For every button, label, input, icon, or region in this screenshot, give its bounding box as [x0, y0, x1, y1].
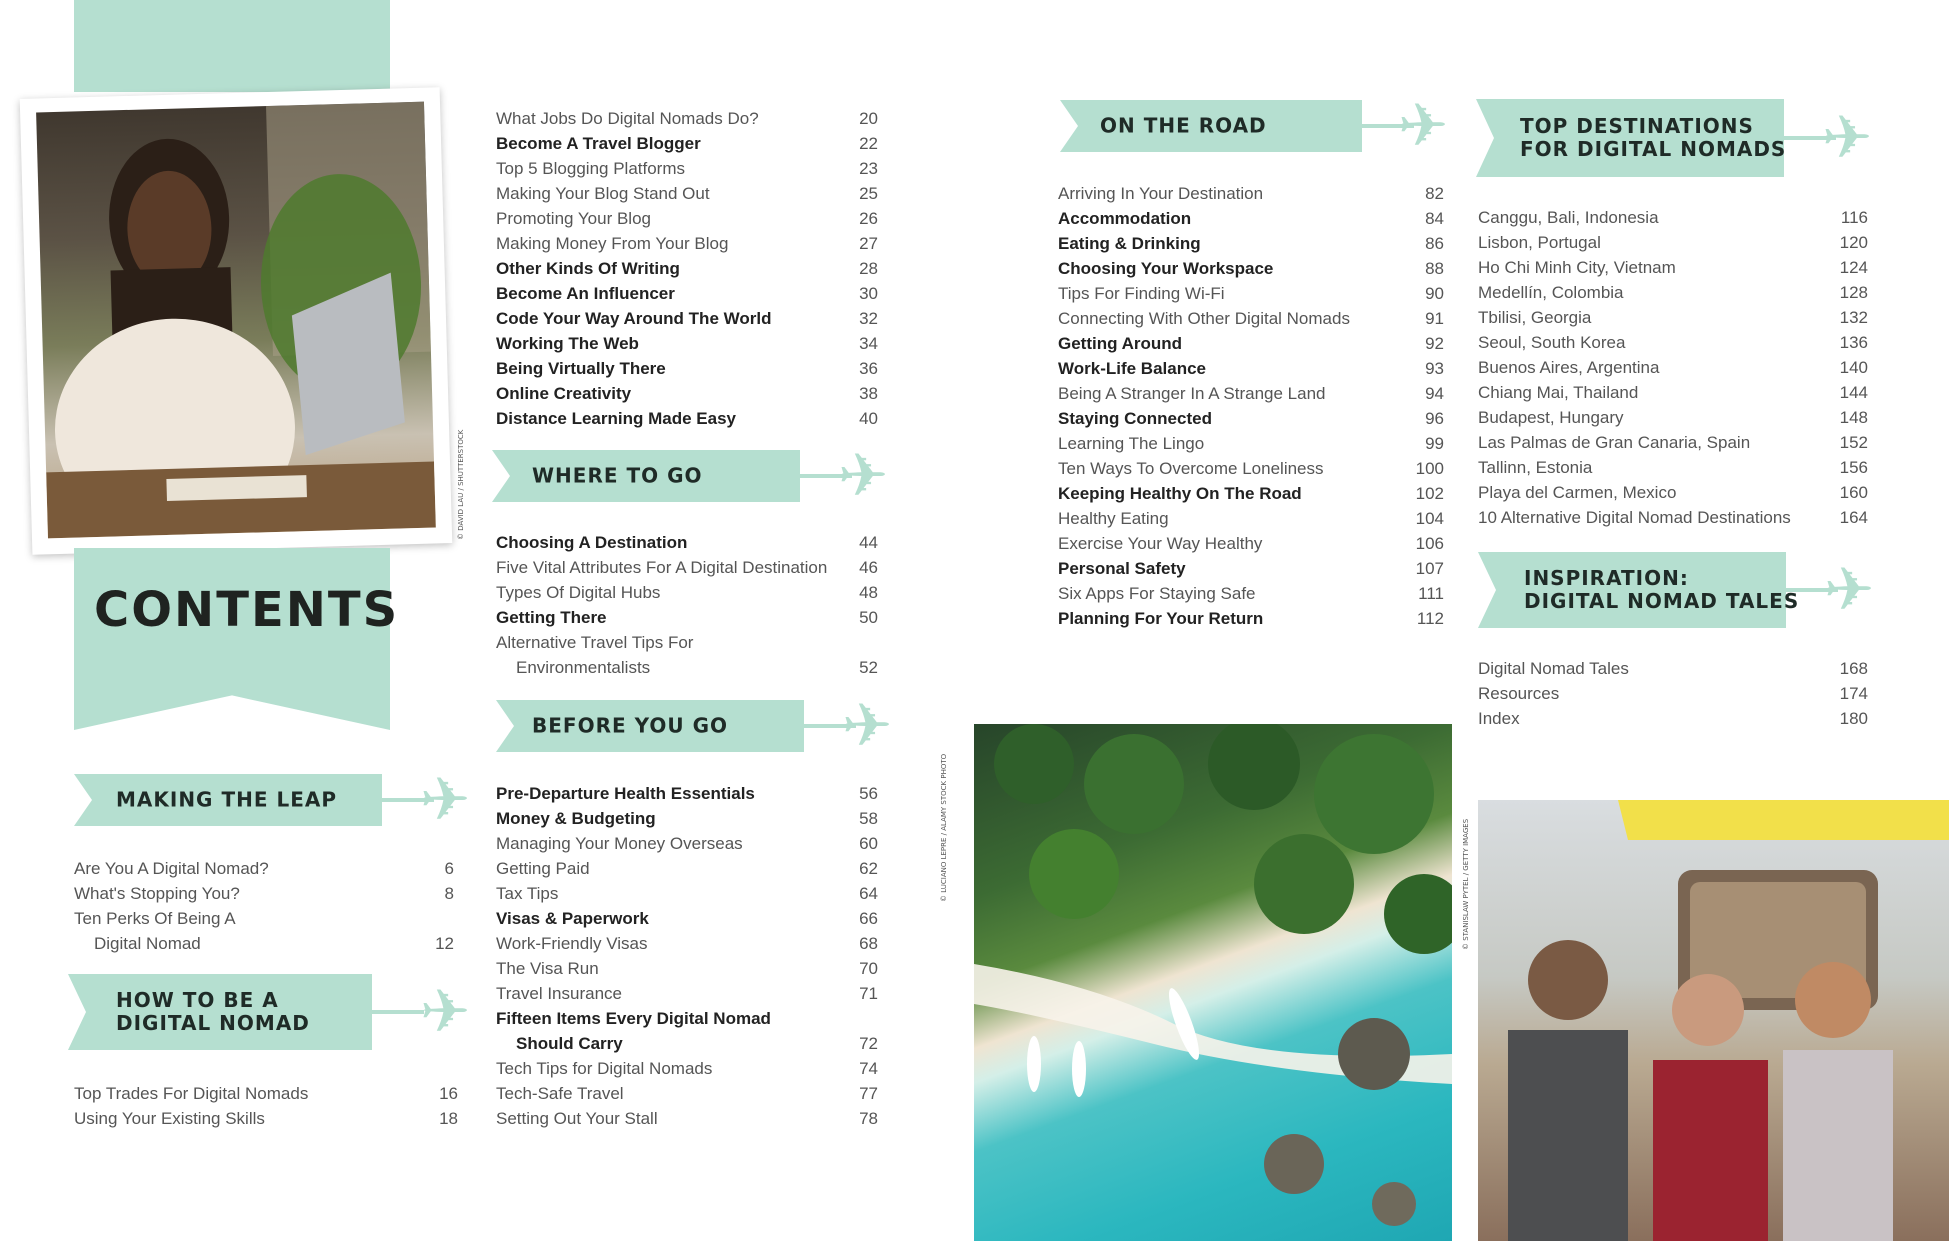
toc-entry-page: 68: [859, 934, 878, 953]
beach-aerial-photo: [974, 724, 1452, 1241]
toc-entry-page: 82: [1425, 184, 1444, 203]
toc-entry[interactable]: [1058, 331, 1444, 356]
toc-entry-page: 88: [1425, 259, 1444, 278]
toc-entry-page: 34: [859, 334, 878, 353]
airplane-icon: ✈: [420, 978, 471, 1045]
toc-list-how-to-be-continued: [496, 106, 878, 431]
toc-entry-page: 91: [1425, 309, 1444, 328]
toc-entry-label: Should Carry: [516, 1034, 623, 1053]
toc-entry[interactable]: [1478, 280, 1868, 305]
toc-entry-label: Become An Influencer: [496, 284, 675, 303]
toc-entry[interactable]: [1058, 556, 1444, 581]
toc-entry-label: Making Money From Your Blog: [496, 234, 729, 253]
toc-entry[interactable]: [496, 156, 878, 181]
toc-entry[interactable]: [74, 1106, 458, 1131]
contents-flag: [74, 548, 390, 730]
toc-entry-page: 112: [1416, 609, 1444, 628]
toc-entry-page: 25: [859, 184, 878, 203]
toc-entry-label: Being Virtually There: [496, 359, 666, 378]
toc-entry[interactable]: [496, 856, 878, 881]
toc-entry-label: Five Vital Attributes For A Digital Destination: [496, 558, 828, 577]
toc-entry[interactable]: [496, 906, 878, 931]
toc-entry-label: Visas & Paperwork: [496, 909, 649, 928]
toc-entry-label: Ten Perks Of Being A: [74, 909, 236, 928]
toc-entry-label: Top 5 Blogging Platforms: [496, 159, 685, 178]
toc-entry-label: Other Kinds Of Writing: [496, 259, 680, 278]
toc-entry-label: Promoting Your Blog: [496, 209, 651, 228]
toc-entry-label: Being A Stranger In A Strange Land: [1058, 384, 1326, 403]
toc-entry-page: 20: [859, 109, 878, 128]
airplane-icon: ✈: [1398, 92, 1449, 159]
toc-entry[interactable]: [496, 331, 878, 356]
toc-entry-label: Money & Budgeting: [496, 809, 656, 828]
toc-entry-label: Setting Out Your Stall: [496, 1109, 658, 1128]
toc-entry-page: 12: [435, 934, 454, 953]
toc-entry-label: Work-Life Balance: [1058, 359, 1207, 378]
toc-entry-label: Personal Safety: [1058, 559, 1186, 578]
toc-entry-label: Become A Travel Blogger: [496, 134, 701, 153]
toc-entry[interactable]: [496, 605, 878, 630]
toc-entry[interactable]: [496, 806, 878, 831]
toc-entry-label: Pre-Departure Health Essentials: [496, 784, 755, 803]
toc-entry-page: 107: [1415, 559, 1444, 578]
toc-entry[interactable]: [496, 306, 878, 331]
toc-entry-label: Lisbon, Portugal: [1478, 233, 1601, 252]
toc-entry-page: 78: [859, 1109, 878, 1128]
section-banner-top-destinations: [1476, 99, 1886, 177]
toc-entry-page: 38: [859, 384, 878, 403]
toc-entry[interactable]: [1058, 256, 1444, 281]
toc-entry-page: 56: [859, 784, 878, 803]
toc-entry-page: 116: [1840, 208, 1868, 227]
section-title: HOW TO BE A DIGITAL NOMAD: [116, 988, 310, 1035]
toc-entry-label: Tbilisi, Georgia: [1478, 308, 1592, 327]
toc-entry[interactable]: [496, 381, 878, 406]
toc-entry-label: Ho Chi Minh City, Vietnam: [1478, 258, 1676, 277]
toc-entry[interactable]: [496, 931, 878, 956]
toc-entry-page: 92: [1425, 334, 1444, 353]
toc-entry-page: 36: [859, 359, 878, 378]
toc-entry[interactable]: [496, 981, 878, 1006]
toc-entry-label: Chiang Mai, Thailand: [1478, 383, 1639, 402]
toc-entry-page: 18: [439, 1109, 458, 1128]
toc-entry-page: 102: [1415, 484, 1444, 503]
toc-entry-label: Las Palmas de Gran Canaria, Spain: [1478, 433, 1751, 452]
toc-entry-page: 66: [859, 909, 878, 928]
toc-entry[interactable]: [496, 281, 878, 306]
toc-entry-label: Budapest, Hungary: [1478, 408, 1624, 427]
toc-entry-page: 27: [859, 234, 878, 253]
toc-entry-label: What Jobs Do Digital Nomads Do?: [496, 109, 759, 128]
toc-entry[interactable]: [1478, 380, 1868, 405]
toc-entry-page: 156: [1839, 458, 1868, 477]
toc-entry-label: Working The Web: [496, 334, 639, 353]
woman-laptop-photo: [36, 102, 436, 539]
toc-entry[interactable]: [74, 881, 454, 906]
toc-entry[interactable]: [1058, 281, 1444, 306]
toc-entry[interactable]: [496, 555, 878, 580]
toc-entry-label: Eating & Drinking: [1058, 234, 1201, 253]
toc-entry-label: Choosing A Destination: [496, 533, 688, 552]
toc-entry-page: 164: [1839, 508, 1868, 527]
page-title: CONTENTS: [94, 582, 400, 638]
toc-entry-label: Travel Insurance: [496, 984, 622, 1003]
toc-entry-page: 104: [1415, 509, 1444, 528]
toc-entry-page: 174: [1839, 684, 1868, 703]
toc-entry[interactable]: [1478, 305, 1868, 330]
toc-entry-page: 71: [859, 984, 878, 1003]
toc-entry-label: Seoul, South Korea: [1478, 333, 1626, 352]
toc-entry[interactable]: [1058, 181, 1444, 206]
toc-entry[interactable]: [1058, 531, 1444, 556]
toc-entry[interactable]: [1058, 481, 1444, 506]
section-banner-inspiration: [1478, 552, 1888, 628]
toc-entry-page: 40: [859, 409, 878, 428]
toc-entry[interactable]: [496, 530, 878, 555]
toc-entry-page: 6: [444, 859, 454, 878]
toc-entry-label: Tips For Finding Wi-Fi: [1058, 284, 1225, 303]
toc-entry-page: 144: [1839, 383, 1868, 402]
toc-entry-page: 64: [859, 884, 878, 903]
toc-entry[interactable]: [1058, 306, 1444, 331]
toc-entry[interactable]: [74, 856, 454, 881]
toc-entry-page: 128: [1839, 283, 1868, 302]
toc-entry-page: 124: [1839, 258, 1868, 277]
toc-entry[interactable]: [496, 231, 878, 256]
toc-entry[interactable]: [496, 106, 878, 131]
toc-entry-page: 70: [859, 959, 878, 978]
airplane-icon: ✈: [1824, 556, 1875, 623]
airplane-icon: ✈: [1822, 104, 1873, 171]
toc-entry-label: Ten Ways To Overcome Loneliness: [1058, 459, 1324, 478]
toc-entry-label: Planning For Your Return: [1058, 609, 1264, 628]
toc-entry-label: Medellín, Colombia: [1478, 283, 1624, 302]
toc-entry[interactable]: [1058, 606, 1444, 631]
toc-entry-label: Using Your Existing Skills: [74, 1109, 265, 1128]
toc-entry-label: Digital Nomad Tales: [1478, 659, 1629, 678]
toc-entry-label: Digital Nomad: [94, 934, 201, 953]
toc-entry-label: Alternative Travel Tips For: [496, 633, 694, 652]
toc-entry-page: 136: [1839, 333, 1868, 352]
toc-entry[interactable]: [1478, 230, 1868, 255]
section-banner-before-you-go: [496, 692, 906, 759]
toc-entry-label: Staying Connected: [1058, 409, 1212, 428]
toc-entry[interactable]: [1058, 581, 1444, 606]
toc-entry-page: 8: [444, 884, 454, 903]
toc-entry-page: 132: [1839, 308, 1868, 327]
toc-entry[interactable]: [496, 881, 878, 906]
toc-entry[interactable]: [1478, 681, 1868, 706]
toc-entry[interactable]: [1478, 330, 1868, 355]
toc-entry-page: 30: [859, 284, 878, 303]
toc-entry-label: Tech-Safe Travel: [496, 1084, 624, 1103]
toc-list-before-you-go: [496, 781, 878, 1131]
toc-entry-label: The Visa Run: [496, 959, 599, 978]
toc-entry-label: Tax Tips: [496, 884, 559, 903]
toc-entry-page: 93: [1425, 359, 1444, 378]
toc-entry[interactable]: [1478, 405, 1868, 430]
section-banner-where-to-go: [492, 442, 902, 509]
toc-entry-label: Exercise Your Way Healthy: [1058, 534, 1263, 553]
toc-entry[interactable]: [1478, 505, 1868, 530]
toc-entry[interactable]: [74, 906, 454, 931]
toc-entry[interactable]: [496, 580, 878, 605]
toc-entry-page: 140: [1839, 358, 1868, 377]
airplane-icon: ✈: [842, 692, 893, 759]
toc-entry-page: 23: [859, 159, 878, 178]
toc-entry-page: 86: [1425, 234, 1444, 253]
toc-entry[interactable]: [496, 1106, 878, 1131]
toc-entry-page: 60: [859, 834, 878, 853]
toc-entry-label: What's Stopping You?: [74, 884, 240, 903]
toc-entry-label: Managing Your Money Overseas: [496, 834, 743, 853]
toc-entry[interactable]: [1478, 706, 1868, 731]
toc-entry[interactable]: [1058, 231, 1444, 256]
toc-entry[interactable]: [496, 781, 878, 806]
toc-entry-label: Getting Paid: [496, 859, 590, 878]
toc-entry[interactable]: [496, 206, 878, 231]
toc-entry-page: 180: [1839, 709, 1868, 728]
toc-entry[interactable]: [1478, 455, 1868, 480]
toc-entry-label: Work-Friendly Visas: [496, 934, 648, 953]
toc-entry-page: 22: [859, 134, 878, 153]
toc-entry-label: Choosing Your Workspace: [1058, 259, 1274, 278]
toc-entry[interactable]: [496, 630, 878, 655]
toc-entry-label: Canggu, Bali, Indonesia: [1478, 208, 1659, 227]
toc-entry[interactable]: [496, 181, 878, 206]
beach-photo-credit: © LUCIANO LEPRE / ALAMY STOCK PHOTO: [940, 753, 948, 902]
toc-entry[interactable]: [496, 1006, 878, 1031]
toc-entry-label: Online Creativity: [496, 384, 632, 403]
toc-entry[interactable]: [496, 356, 878, 381]
toc-entry[interactable]: [496, 956, 878, 981]
toc-entry-label: Getting Around: [1058, 334, 1183, 353]
toc-entry-label: Distance Learning Made Easy: [496, 409, 736, 428]
toc-entry-page: 32: [859, 309, 878, 328]
toc-entry-label: Connecting With Other Digital Nomads: [1058, 309, 1350, 328]
toc-entry-page: 94: [1425, 384, 1444, 403]
toc-entry[interactable]: [496, 831, 878, 856]
toc-entry-page: 46: [859, 558, 878, 577]
toc-entry-page: 160: [1839, 483, 1868, 502]
toc-entry-page: 50: [859, 608, 878, 627]
toc-entry-page: 16: [439, 1084, 458, 1103]
toc-entry[interactable]: [496, 256, 878, 281]
toc-entry-label: Keeping Healthy On The Road: [1058, 484, 1302, 503]
toc-entry-page: 62: [859, 859, 878, 878]
toc-list-top-destinations: [1478, 205, 1868, 530]
toc-entry-label: Making Your Blog Stand Out: [496, 184, 710, 203]
toc-entry-page: 44: [859, 533, 878, 552]
toc-list-making-the-leap: [74, 856, 454, 956]
toc-list-how-to-be: [74, 1081, 458, 1131]
toc-entry[interactable]: [496, 131, 878, 156]
toc-entry-page: 106: [1415, 534, 1444, 553]
toc-entry[interactable]: [496, 406, 878, 431]
toc-entry[interactable]: [1478, 480, 1868, 505]
toc-entry-label: Tallinn, Estonia: [1478, 458, 1593, 477]
toc-entry[interactable]: [496, 1056, 878, 1081]
toc-entry[interactable]: [1478, 430, 1868, 455]
toc-entry-label: Code Your Way Around The World: [496, 309, 772, 328]
toc-entry-label: 10 Alternative Digital Nomad Destinations: [1478, 508, 1791, 527]
toc-entry-label: Buenos Aires, Argentina: [1478, 358, 1660, 377]
toc-entry-label: Top Trades For Digital Nomads: [74, 1084, 309, 1103]
toc-entry-page: 120: [1839, 233, 1868, 252]
toc-entry[interactable]: [74, 931, 454, 956]
toc-entry[interactable]: [1058, 456, 1444, 481]
toc-list-on-the-road: [1058, 181, 1444, 631]
section-title: ON THE ROAD: [1100, 113, 1267, 138]
toc-entry-page: 52: [859, 658, 878, 677]
toc-entry-page: 28: [859, 259, 878, 278]
toc-list-where-to-go: [496, 530, 878, 680]
airplane-icon: ✈: [838, 442, 889, 509]
toc-entry-label: Getting There: [496, 608, 607, 627]
toc-entry-label: Healthy Eating: [1058, 509, 1169, 528]
toc-entry-label: Environmentalists: [516, 658, 651, 677]
toc-entry[interactable]: [1058, 431, 1444, 456]
toc-entry[interactable]: [496, 1081, 878, 1106]
toc-entry-page: 152: [1839, 433, 1868, 452]
toc-entry[interactable]: [1478, 255, 1868, 280]
toc-entry-label: Tech Tips for Digital Nomads: [496, 1059, 713, 1078]
toc-entry-label: Index: [1478, 709, 1520, 728]
section-title: INSPIRATION: DIGITAL NOMAD TALES: [1524, 566, 1800, 613]
section-banner-on-the-road: [1060, 92, 1460, 159]
toc-entry-page: 148: [1839, 408, 1868, 427]
toc-entry-label: Arriving In Your Destination: [1058, 184, 1264, 203]
toc-entry[interactable]: [1478, 355, 1868, 380]
toc-entry-page: 111: [1418, 584, 1444, 603]
friends-campervan-photo: [1478, 800, 1949, 1241]
toc-entry[interactable]: [1058, 206, 1444, 231]
section-title: WHERE TO GO: [532, 463, 703, 488]
toc-entry-page: 84: [1425, 209, 1444, 228]
toc-entry-label: Learning The Lingo: [1058, 434, 1205, 453]
toc-entry[interactable]: [1058, 356, 1444, 381]
toc-entry[interactable]: [74, 1081, 458, 1106]
section-banner-making-the-leap: [74, 766, 474, 833]
airplane-icon: ✈: [420, 766, 471, 833]
friends-photo-credit: © STANISLAW PYTEL / GETTY IMAGES: [1462, 818, 1470, 950]
toc-entry-page: 26: [859, 209, 878, 228]
toc-entry-page: 99: [1425, 434, 1444, 453]
toc-entry[interactable]: [1478, 205, 1868, 230]
woman-laptop-photo-frame: [20, 87, 453, 555]
toc-entry-page: 48: [859, 583, 878, 602]
top-ribbon: [74, 0, 390, 92]
toc-entry[interactable]: [1058, 406, 1444, 431]
section-title: MAKING THE LEAP: [116, 787, 337, 812]
toc-entry-label: Six Apps For Staying Safe: [1058, 584, 1256, 603]
toc-entry-page: 168: [1839, 659, 1868, 678]
toc-entry[interactable]: [1058, 506, 1444, 531]
toc-list-inspiration: [1478, 656, 1868, 731]
toc-entry-label: Resources: [1478, 684, 1560, 703]
toc-entry-label: Are You A Digital Nomad?: [74, 859, 269, 878]
toc-entry-page: 96: [1425, 409, 1444, 428]
toc-entry-page: 90: [1425, 284, 1444, 303]
toc-entry-label: Playa del Carmen, Mexico: [1478, 483, 1677, 502]
toc-entry-label: Fifteen Items Every Digital Nomad: [496, 1009, 771, 1028]
section-title: TOP DESTINATIONS FOR DIGITAL NOMADS: [1520, 114, 1787, 161]
toc-entry-page: 72: [859, 1034, 878, 1053]
section-banner-how-to-be: [68, 974, 474, 1050]
toc-entry[interactable]: [1478, 656, 1868, 681]
section-title: BEFORE YOU GO: [532, 713, 728, 738]
toc-entry-label: Accommodation: [1058, 209, 1192, 228]
toc-entry[interactable]: [496, 1031, 878, 1056]
toc-entry-page: 77: [859, 1084, 878, 1103]
toc-entry[interactable]: [1058, 381, 1444, 406]
toc-entry-page: 74: [859, 1059, 878, 1078]
toc-entry-page: 58: [859, 809, 878, 828]
toc-entry-page: 100: [1415, 459, 1444, 478]
toc-entry[interactable]: [496, 655, 878, 680]
toc-entry-label: Types Of Digital Hubs: [496, 583, 661, 602]
woman-photo-credit: © DAVID LAU / SHUTTERSTOCK: [457, 429, 465, 540]
